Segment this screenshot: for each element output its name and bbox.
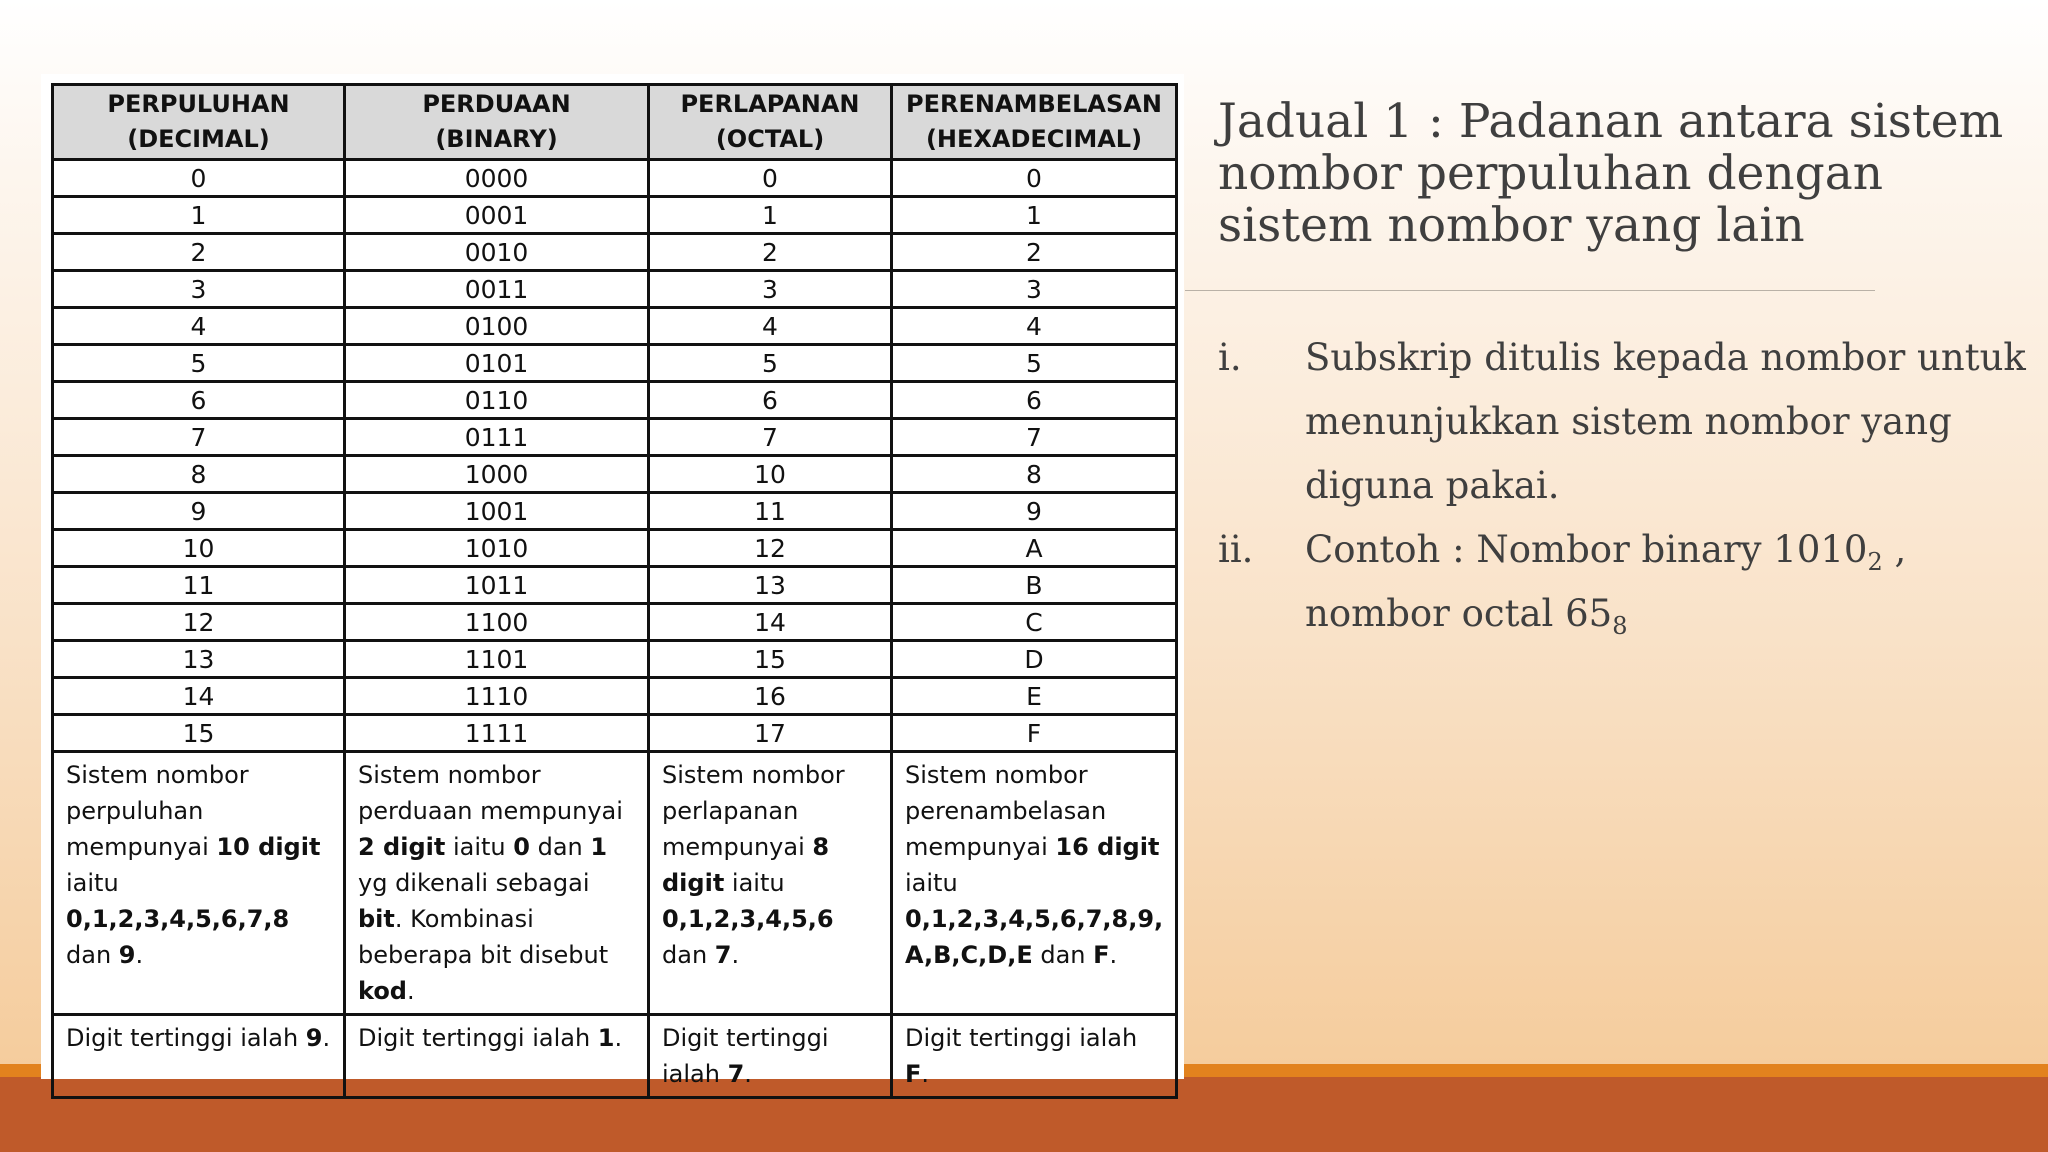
table-header-row — [53, 85, 1177, 160]
table-image-frame — [41, 74, 1184, 1088]
title-divider — [1185, 290, 1875, 291]
hexadecimal-cell: A — [892, 530, 1177, 567]
binary-cell: 0011 — [345, 271, 649, 308]
table-row — [53, 197, 1177, 234]
binary-cell: 0100 — [345, 308, 649, 345]
hexadecimal-cell: 9 — [892, 493, 1177, 530]
decimal-cell: 8 — [53, 456, 345, 493]
header-decimal: PERPULUHAN (DECIMAL) — [53, 85, 345, 160]
decimal-cell: 4 — [53, 308, 345, 345]
hexadecimal-cell: 4 — [892, 308, 1177, 345]
bullet-item-subscript — [1218, 326, 2038, 518]
table-row — [53, 567, 1177, 604]
table-row — [53, 530, 1177, 567]
hexadecimal-cell: 7 — [892, 419, 1177, 456]
hexadecimal-cell: 5 — [892, 345, 1177, 382]
binary-description: Sistem nombor perduaan mempunyai 2 digit iaitu 0 dan 1 yg dikenali sebagai bit. Kombinasi beberapa bit disebut kod. — [345, 752, 649, 1015]
decimal-highest-digit: Digit tertinggi ialah 9. — [53, 1015, 345, 1098]
decimal-cell: 11 — [53, 567, 345, 604]
octal-cell: 1 — [649, 197, 892, 234]
binary-cell: 0101 — [345, 345, 649, 382]
hexadecimal-cell: F — [892, 715, 1177, 752]
bullet-marker: ii. — [1218, 528, 1254, 571]
highest-digit-row — [53, 1015, 1177, 1098]
octal-cell: 15 — [649, 641, 892, 678]
binary-subscript: 2 — [1867, 548, 1883, 576]
bullet-list — [1218, 326, 2038, 646]
table-row — [53, 641, 1177, 678]
decimal-description: Sistem nombor perpuluhan mempunyai 10 digit iaitu 0,1,2,3,4,5,6,7,8 dan 9. — [53, 752, 345, 1015]
table-row — [53, 678, 1177, 715]
octal-cell: 13 — [649, 567, 892, 604]
binary-cell: 1110 — [345, 678, 649, 715]
decimal-cell: 9 — [53, 493, 345, 530]
octal-cell: 12 — [649, 530, 892, 567]
hexadecimal-cell: B — [892, 567, 1177, 604]
hexadecimal-cell: D — [892, 641, 1177, 678]
bullet-text: Subskrip ditulis kepada nombor untuk menunjukkan sistem nombor yang diguna pakai. — [1305, 336, 2026, 507]
table-row — [53, 456, 1177, 493]
octal-cell: 5 — [649, 345, 892, 382]
table-row — [53, 271, 1177, 308]
binary-cell: 0000 — [345, 160, 649, 197]
binary-highest-digit: Digit tertinggi ialah 1. — [345, 1015, 649, 1098]
octal-cell: 16 — [649, 678, 892, 715]
header-binary: PERDUAAN (BINARY) — [345, 85, 649, 160]
hexadecimal-cell: 6 — [892, 382, 1177, 419]
binary-cell: 1101 — [345, 641, 649, 678]
hexadecimal-cell: 3 — [892, 271, 1177, 308]
header-hexadecimal: PERENAMBELASAN (HEXADECIMAL) — [892, 85, 1177, 160]
binary-cell: 0010 — [345, 234, 649, 271]
octal-cell: 0 — [649, 160, 892, 197]
hexadecimal-highest-digit: Digit tertinggi ialah F. — [892, 1015, 1177, 1098]
octal-cell: 10 — [649, 456, 892, 493]
number-system-table — [51, 83, 1178, 1099]
binary-cell: 1111 — [345, 715, 649, 752]
decimal-cell: 12 — [53, 604, 345, 641]
octal-cell: 11 — [649, 493, 892, 530]
hexadecimal-cell: 1 — [892, 197, 1177, 234]
hexadecimal-cell: 0 — [892, 160, 1177, 197]
decimal-cell: 10 — [53, 530, 345, 567]
table-row — [53, 308, 1177, 345]
bullet-marker: i. — [1218, 336, 1242, 379]
decimal-cell: 15 — [53, 715, 345, 752]
binary-cell: 1011 — [345, 567, 649, 604]
decimal-cell: 1 — [53, 197, 345, 234]
binary-cell: 0111 — [345, 419, 649, 456]
hexadecimal-cell: C — [892, 604, 1177, 641]
binary-cell: 1001 — [345, 493, 649, 530]
header-octal: PERLAPANAN (OCTAL) — [649, 85, 892, 160]
octal-cell: 6 — [649, 382, 892, 419]
octal-cell: 7 — [649, 419, 892, 456]
hexadecimal-cell: 8 — [892, 456, 1177, 493]
description-row — [53, 752, 1177, 1015]
binary-cell: 1010 — [345, 530, 649, 567]
bullet-item-example — [1218, 518, 2038, 646]
table-row — [53, 419, 1177, 456]
slide-title: Jadual 1 : Padanan antara sistem nombor perpuluhan dengan sistem nombor yang lain — [1218, 94, 2004, 253]
binary-cell: 0110 — [345, 382, 649, 419]
decimal-cell: 0 — [53, 160, 345, 197]
binary-cell: 0001 — [345, 197, 649, 234]
decimal-cell: 2 — [53, 234, 345, 271]
octal-subscript: 8 — [1612, 612, 1628, 640]
decimal-cell: 13 — [53, 641, 345, 678]
decimal-cell: 6 — [53, 382, 345, 419]
decimal-cell: 7 — [53, 419, 345, 456]
table-row — [53, 604, 1177, 641]
table-row — [53, 715, 1177, 752]
binary-cell: 1000 — [345, 456, 649, 493]
octal-cell: 2 — [649, 234, 892, 271]
octal-description: Sistem nombor perlapanan mempunyai 8 digit iaitu 0,1,2,3,4,5,6 dan 7. — [649, 752, 892, 1015]
decimal-cell: 3 — [53, 271, 345, 308]
octal-cell: 17 — [649, 715, 892, 752]
decimal-cell: 5 — [53, 345, 345, 382]
table-row — [53, 160, 1177, 197]
bullet-text: Contoh : Nombor binary $1010_2$ , nombor octal $65_8$ — [1305, 528, 1907, 640]
octal-cell: 14 — [649, 604, 892, 641]
octal-cell: 3 — [649, 271, 892, 308]
hexadecimal-cell: 2 — [892, 234, 1177, 271]
octal-highest-digit: Digit tertinggi ialah 7. — [649, 1015, 892, 1098]
hexadecimal-description: Sistem nombor perenambelasan mempunyai 16 digit iaitu 0,1,2,3,4,5,6,7,8,9, A,B,C,D,E dan F. — [892, 752, 1177, 1015]
decimal-cell: 14 — [53, 678, 345, 715]
binary-cell: 1100 — [345, 604, 649, 641]
table-row — [53, 234, 1177, 271]
table-row — [53, 493, 1177, 530]
octal-cell: 4 — [649, 308, 892, 345]
hexadecimal-cell: E — [892, 678, 1177, 715]
table-row — [53, 382, 1177, 419]
table-row — [53, 345, 1177, 382]
